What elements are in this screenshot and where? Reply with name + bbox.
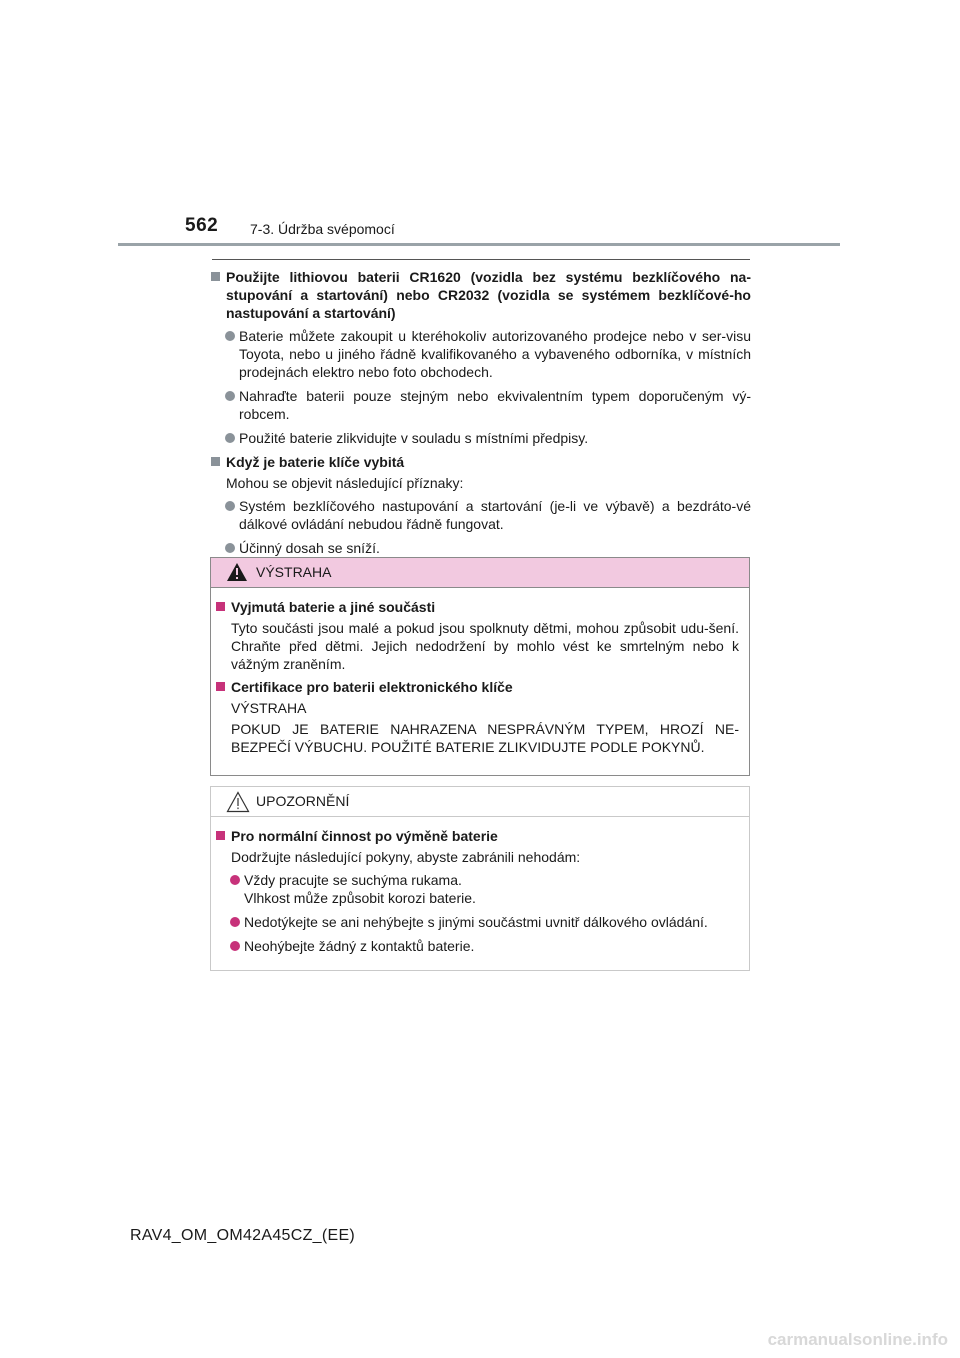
warning-label: VÝSTRAHA <box>231 700 307 716</box>
list-item: Použité baterie zlikvidujte v souladu s místními předpisy. <box>211 429 751 447</box>
round-bullet-icon <box>230 875 240 885</box>
warning-box <box>210 557 750 776</box>
list-item: Neohýbejte žádný z kontaktů baterie. <box>216 937 739 955</box>
page-number: 562 <box>185 215 219 236</box>
warning-triangle-icon <box>226 562 248 582</box>
section-intro: Mohou se objevit následující příznaky: <box>226 475 464 491</box>
header-rule <box>118 243 840 246</box>
main-content <box>211 268 751 557</box>
list-item: Vždy pracujte se suchýma rukama. Vlhkost může způsobit korozi baterie. <box>216 871 739 907</box>
caution-heading: Pro normální činnost po výměně baterie <box>216 827 739 845</box>
caution-header <box>211 787 749 817</box>
square-bullet-icon <box>216 682 225 691</box>
caution-intro: Dodržujte následující pokyny, abyste zabránili nehodám: <box>231 849 581 865</box>
square-bullet-icon <box>216 831 225 840</box>
list-item: Nahraďte baterii pouze stejným nebo ekvivalentním typem doporučeným vý-robcem. <box>211 387 751 423</box>
round-bullet-icon <box>230 917 240 927</box>
caution-box <box>210 786 750 971</box>
round-bullet-icon <box>230 941 240 951</box>
square-bullet-icon <box>211 457 220 466</box>
warning-certification-text: POKUD JE BATERIE NAHRAZENA NESPRÁVNÝM TYPEM, HROZÍ NE-BEZPEČÍ VÝBUCHU. POUŽITÉ BATERIE ZLIKVIDUJTE PODLE POKYNŮ. <box>231 721 739 755</box>
square-bullet-icon <box>211 272 220 281</box>
warning-title: VÝSTRAHA <box>256 564 332 580</box>
warning-header <box>211 558 749 588</box>
list-item: Baterie můžete zakoupit u kteréhokoliv autorizovaného prodejce nebo v ser-visu Toyota, nebo u jiného řádně kvalifikovaného a vybaveného odborníka, v místních prodejnách elektro nebo foto obchodech. <box>211 327 751 381</box>
round-bullet-icon <box>225 501 235 511</box>
caution-triangle-icon <box>226 791 250 813</box>
list-item: Systém bezklíčového nastupování a startování (je-li ve výbavě) a bezdráto-vé dálkové ovládání nebudou řádně fungovat. <box>211 497 751 533</box>
list-item: Nedotýkejte se ani nehýbejte s jinými součástmi uvnitř dálkového ovládání. <box>216 913 739 931</box>
document-code: RAV4_OM_OM42A45CZ_(EE) <box>130 1227 356 1244</box>
warning-body <box>211 598 749 756</box>
round-bullet-icon <box>225 391 235 401</box>
warning-heading-removed-battery: Vyjmutá baterie a jiné součásti <box>216 598 739 616</box>
round-bullet-icon <box>225 433 235 443</box>
caution-title: UPOZORNĚNÍ <box>256 793 350 809</box>
warning-heading-certification: Certifikace pro baterii elektronického klíče <box>216 678 739 696</box>
watermark: carmanualsonline.info <box>767 1330 948 1349</box>
list-item: Účinný dosah se sníží. <box>211 539 751 557</box>
section-title: 7-3. Údržba svépomocí <box>250 221 395 237</box>
round-bullet-icon <box>225 543 235 553</box>
section-heading-battery-empty: Když je baterie klíče vybitá <box>211 453 751 471</box>
warning-text: Tyto součásti jsou malé a pokud jsou spolknuty dětmi, mohou způsobit udu-šení. Chraňte před dětmi. Jejich nedodržení by mohlo vést ke smrtelným nebo k vážným zraněním. <box>231 620 739 672</box>
section-heading-battery-type: Použijte lithiovou baterii CR1620 (vozidla bez systému bezklíčového na-stupování a startování) nebo CR2032 (vozidla se systémem bezklíčové-ho nastupování a startování) <box>211 268 751 322</box>
square-bullet-icon <box>216 602 225 611</box>
caution-body <box>211 827 749 955</box>
round-bullet-icon <box>225 331 235 341</box>
content-top-rule <box>212 259 750 260</box>
